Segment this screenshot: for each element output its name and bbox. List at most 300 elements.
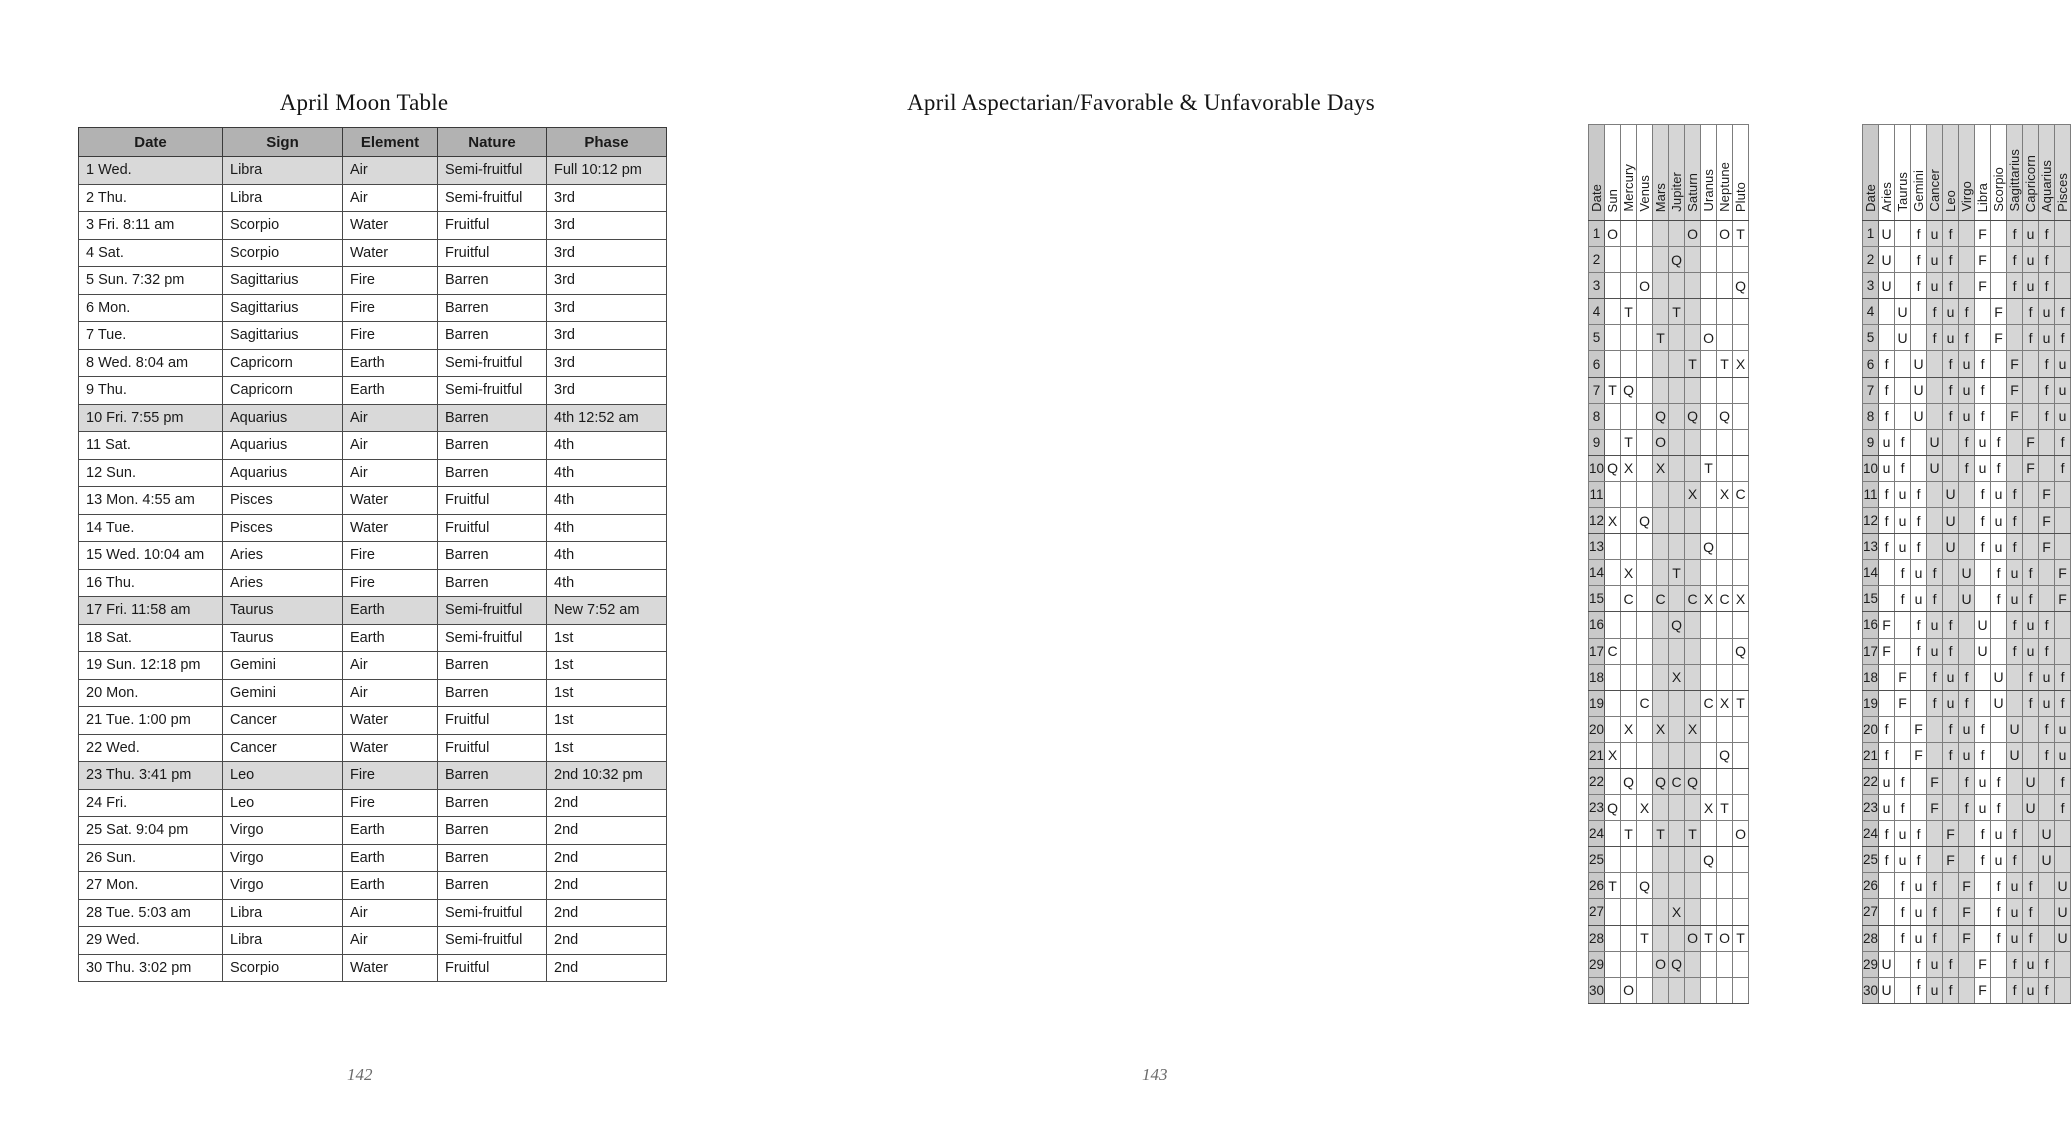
aspectarian-cell: Q xyxy=(1669,951,1685,977)
favorable-days-cell: f xyxy=(2007,612,2023,638)
favorable-days-cell: f xyxy=(2023,873,2039,899)
favorable-days-cell: F xyxy=(1991,325,2007,351)
favorable-days-cell: u xyxy=(2055,716,2071,742)
favorable-days-cell: f xyxy=(1959,690,1975,716)
moon-cell-date: 5 Sun. 7:32 pm xyxy=(79,267,223,295)
moon-cell-phase: 3rd xyxy=(547,294,667,322)
aspectarian-col-header-label: Jupiter xyxy=(1669,172,1685,212)
favorable-days-cell xyxy=(2055,247,2071,273)
aspectarian-cell: Q xyxy=(1733,273,1749,299)
table-row xyxy=(1589,560,1749,586)
favorable-days-row-date: 25 xyxy=(1863,847,1879,873)
favorable-days-cell: U xyxy=(1927,429,1943,455)
aspectarian-cell xyxy=(1733,716,1749,742)
aspectarian-cell: T xyxy=(1685,351,1701,377)
favorable-days-cell xyxy=(1991,977,2007,1003)
moon-cell-phase: 4th xyxy=(547,569,667,597)
moon-cell-nature: Barren xyxy=(438,652,547,680)
aspectarian-cell xyxy=(1605,716,1621,742)
favorable-days-cell: f xyxy=(2039,638,2055,664)
favorable-days-cell: u xyxy=(1927,221,1943,247)
aspectarian-cell xyxy=(1717,247,1733,273)
favorable-days-col-header-label: Cancer xyxy=(1927,169,1943,212)
aspectarian-cell xyxy=(1637,821,1653,847)
favorable-days-cell xyxy=(1975,899,1991,925)
favorable-days-cell: f xyxy=(1943,638,1959,664)
table-row xyxy=(1863,273,2071,299)
aspectarian-cell xyxy=(1669,690,1685,716)
favorable-days-cell xyxy=(1991,638,2007,664)
favorable-days-cell: f xyxy=(1943,377,1959,403)
aspectarian-cell xyxy=(1669,273,1685,299)
aspectarian-cell xyxy=(1701,481,1717,507)
aspectarian-cell xyxy=(1717,899,1733,925)
favorable-days-col-header-pisces xyxy=(2055,125,2071,221)
favorable-days-cell xyxy=(1959,977,1975,1003)
moon-cell-date: 7 Tue. xyxy=(79,322,223,350)
table-row xyxy=(1863,403,2071,429)
favorable-days-cell: f xyxy=(1943,273,1959,299)
favorable-days-cell xyxy=(2039,586,2055,612)
aspectarian-cell xyxy=(1685,664,1701,690)
moon-cell-phase: 4th xyxy=(547,542,667,570)
aspectarian-cell: X xyxy=(1621,716,1637,742)
aspectarian-cell xyxy=(1653,742,1669,768)
favorable-days-row-date: 18 xyxy=(1863,664,1879,690)
aspectarian-cell xyxy=(1621,612,1637,638)
aspectarian-date-header xyxy=(1589,125,1605,221)
favorable-days-cell: f xyxy=(2007,534,2023,560)
favorable-days-cell: u xyxy=(1879,455,1895,481)
favorable-days-row-date: 1 xyxy=(1863,221,1879,247)
favorable-days-cell: F xyxy=(1927,795,1943,821)
favorable-days-cell xyxy=(2055,534,2071,560)
moon-cell-element: Fire xyxy=(343,789,438,817)
aspectarian-cell: Q xyxy=(1653,768,1669,794)
moon-cell-element: Air xyxy=(343,679,438,707)
aspectarian-cell: X xyxy=(1605,742,1621,768)
favorable-days-cell: u xyxy=(1879,429,1895,455)
favorable-days-cell: f xyxy=(1943,951,1959,977)
favorable-days-cell: f xyxy=(2039,951,2055,977)
favorable-days-cell: U xyxy=(1895,325,1911,351)
moon-cell-date: 28 Tue. 5:03 am xyxy=(79,899,223,927)
favorable-days-cell: U xyxy=(1879,951,1895,977)
aspectarian-cell: O xyxy=(1653,429,1669,455)
aspectarian-cell xyxy=(1685,899,1701,925)
favorable-days-cell: u xyxy=(1959,377,1975,403)
moon-cell-phase: 1st xyxy=(547,679,667,707)
aspectarian-cell xyxy=(1653,534,1669,560)
moon-cell-element: Air xyxy=(343,899,438,927)
favorable-days-cell: f xyxy=(1895,560,1911,586)
aspectarian-cell xyxy=(1685,560,1701,586)
table-row xyxy=(1863,690,2071,716)
aspectarian-cell xyxy=(1653,273,1669,299)
aspectarian-row-date: 1 xyxy=(1589,221,1605,247)
moon-cell-date: 6 Mon. xyxy=(79,294,223,322)
favorable-days-cell: f xyxy=(1991,586,2007,612)
aspectarian-row-date: 18 xyxy=(1589,664,1605,690)
favorable-days-cell xyxy=(2007,299,2023,325)
favorable-days-cell: u xyxy=(2039,664,2055,690)
favorable-days-cell xyxy=(1911,299,1927,325)
aspectarian-cell: X xyxy=(1653,455,1669,481)
moon-cell-sign: Gemini xyxy=(223,679,343,707)
favorable-days-cell xyxy=(2007,768,2023,794)
aspectarian-row-date: 25 xyxy=(1589,847,1605,873)
favorable-days-col-header-label: Virgo xyxy=(1959,181,1975,212)
aspectarian-row-date: 28 xyxy=(1589,925,1605,951)
favorable-days-cell xyxy=(1991,377,2007,403)
aspectarian-cell: C xyxy=(1717,586,1733,612)
favorable-days-cell xyxy=(1927,742,1943,768)
moon-cell-sign: Scorpio xyxy=(223,954,343,982)
moon-cell-sign: Cancer xyxy=(223,707,343,735)
favorable-days-cell: U xyxy=(2039,821,2055,847)
favorable-days-cell xyxy=(1895,612,1911,638)
aspectarian-body xyxy=(1589,221,1749,1004)
favorable-days-cell xyxy=(1959,247,1975,273)
aspectarian-cell xyxy=(1685,299,1701,325)
aspectarian-cell: Q xyxy=(1621,377,1637,403)
moon-cell-phase: 2nd xyxy=(547,899,667,927)
moon-cell-sign: Scorpio xyxy=(223,212,343,240)
aspectarian-cell: Q xyxy=(1637,873,1653,899)
aspectarian-cell xyxy=(1717,560,1733,586)
favorable-days-cell: f xyxy=(1927,299,1943,325)
aspectarian-cell xyxy=(1717,951,1733,977)
favorable-days-cell: u xyxy=(1959,351,1975,377)
aspectarian-row-date: 19 xyxy=(1589,690,1605,716)
moon-cell-phase: 3rd xyxy=(547,239,667,267)
aspectarian-col-header-saturn xyxy=(1685,125,1701,221)
aspectarian-cell: X xyxy=(1733,351,1749,377)
favorable-days-row-date: 5 xyxy=(1863,325,1879,351)
favorable-days-cell: U xyxy=(1879,273,1895,299)
table-row xyxy=(1863,508,2071,534)
aspectarian-cell xyxy=(1701,873,1717,899)
table-row xyxy=(1863,977,2071,1003)
favorable-days-cell xyxy=(2055,612,2071,638)
favorable-days-cell: f xyxy=(1959,795,1975,821)
favorable-days-cell: u xyxy=(1959,403,1975,429)
aspectarian-cell xyxy=(1669,377,1685,403)
aspectarian-cell xyxy=(1605,768,1621,794)
favorable-days-cell: f xyxy=(1991,560,2007,586)
favorable-days-cell: f xyxy=(1879,403,1895,429)
favorable-days-cell: u xyxy=(1927,612,1943,638)
right-page xyxy=(750,0,2071,1143)
aspectarian-cell: O xyxy=(1685,925,1701,951)
moon-cell-element: Earth xyxy=(343,844,438,872)
moon-cell-phase: Full 10:12 pm xyxy=(547,157,667,185)
favorable-days-cell: u xyxy=(1943,664,1959,690)
moon-cell-sign: Pisces xyxy=(223,487,343,515)
favorable-days-cell: u xyxy=(2039,690,2055,716)
aspectarian-cell xyxy=(1621,951,1637,977)
aspectarian-cell: T xyxy=(1701,925,1717,951)
moon-cell-sign: Sagittarius xyxy=(223,322,343,350)
favorable-days-row-date: 17 xyxy=(1863,638,1879,664)
favorable-days-cell: u xyxy=(2007,925,2023,951)
moon-cell-element: Fire xyxy=(343,267,438,295)
aspectarian-cell: Q xyxy=(1733,638,1749,664)
table-row xyxy=(1589,586,1749,612)
favorable-days-cell xyxy=(2007,795,2023,821)
favorable-days-cell: F xyxy=(1975,247,1991,273)
table-row xyxy=(1863,873,2071,899)
table-row xyxy=(79,817,667,845)
favorable-days-cell: f xyxy=(2023,325,2039,351)
moon-table xyxy=(78,127,667,982)
table-row xyxy=(1589,873,1749,899)
favorable-days-cell xyxy=(2023,821,2039,847)
moon-cell-sign: Aquarius xyxy=(223,432,343,460)
aspectarian-cell: O xyxy=(1653,951,1669,977)
moon-cell-element: Water xyxy=(343,239,438,267)
table-row xyxy=(1589,429,1749,455)
table-row xyxy=(79,899,667,927)
table-row xyxy=(79,212,667,240)
favorable-days-cell xyxy=(1959,951,1975,977)
moon-cell-phase: 1st xyxy=(547,734,667,762)
favorable-days-cell: u xyxy=(1911,560,1927,586)
favorable-days-cell xyxy=(1927,481,1943,507)
favorable-days-cell: u xyxy=(1943,299,1959,325)
aspectarian-cell xyxy=(1621,481,1637,507)
aspectarian-cell xyxy=(1701,821,1717,847)
aspectarian-cell xyxy=(1653,612,1669,638)
favorable-days-cell: f xyxy=(1927,873,1943,899)
aspectarian-cell: T xyxy=(1637,925,1653,951)
favorable-days-cell: f xyxy=(2055,768,2071,794)
table-row xyxy=(1589,377,1749,403)
favorable-days-cell: f xyxy=(1975,716,1991,742)
table-row xyxy=(79,459,667,487)
favorable-days-cell: u xyxy=(1959,742,1975,768)
aspectarian-cell xyxy=(1701,977,1717,1003)
favorable-days-cell xyxy=(2039,429,2055,455)
moon-cell-sign: Virgo xyxy=(223,872,343,900)
aspectarian-cell xyxy=(1685,455,1701,481)
favorable-days-cell: u xyxy=(1975,768,1991,794)
favorable-days-cell: f xyxy=(1927,325,1943,351)
favorable-days-cell: f xyxy=(1959,664,1975,690)
moon-cell-element: Water xyxy=(343,734,438,762)
favorable-days-col-header-capricorn xyxy=(2023,125,2039,221)
favorable-days-row-date: 12 xyxy=(1863,508,1879,534)
favorable-days-cell: f xyxy=(1943,977,1959,1003)
table-row xyxy=(1589,690,1749,716)
favorable-days-cell: f xyxy=(2055,429,2071,455)
moon-cell-date: 25 Sat. 9:04 pm xyxy=(79,817,223,845)
aspectarian-cell xyxy=(1653,925,1669,951)
moon-cell-sign: Leo xyxy=(223,789,343,817)
favorable-days-cell: f xyxy=(2039,273,2055,299)
favorable-days-col-header-sagittarius xyxy=(2007,125,2023,221)
favorable-days-cell: f xyxy=(1911,847,1927,873)
aspectarian-date-header-label: Date xyxy=(1589,184,1605,212)
moon-cell-element: Air xyxy=(343,432,438,460)
table-row xyxy=(1863,299,2071,325)
moon-cell-date: 14 Tue. xyxy=(79,514,223,542)
aspectarian-cell xyxy=(1717,716,1733,742)
favorable-days-cell: F xyxy=(1959,925,1975,951)
favorable-days-cell: f xyxy=(1911,534,1927,560)
aspectarian-cell xyxy=(1605,847,1621,873)
favorable-days-cell xyxy=(1927,351,1943,377)
favorable-days-cell xyxy=(1911,690,1927,716)
table-row xyxy=(1589,951,1749,977)
favorable-days-cell: F xyxy=(1911,716,1927,742)
aspectarian-cell: X xyxy=(1717,481,1733,507)
favorable-days-cell: f xyxy=(1975,377,1991,403)
left-page xyxy=(0,0,750,1143)
aspectarian-cell xyxy=(1685,795,1701,821)
table-row xyxy=(1863,534,2071,560)
moon-cell-nature: Semi-fruitful xyxy=(438,157,547,185)
aspectarian-cell xyxy=(1653,873,1669,899)
aspectarian-cell xyxy=(1701,716,1717,742)
aspectarian-cell xyxy=(1717,299,1733,325)
favorable-days-cell: f xyxy=(2007,951,2023,977)
favorable-days-cell: u xyxy=(1895,847,1911,873)
favorable-days-cell xyxy=(1879,690,1895,716)
favorable-days-row-date: 27 xyxy=(1863,899,1879,925)
favorable-days-row-date: 13 xyxy=(1863,534,1879,560)
moon-cell-phase: 1st xyxy=(547,624,667,652)
favorable-days-cell: f xyxy=(1911,221,1927,247)
aspectarian-cell xyxy=(1701,768,1717,794)
favorable-days-cell xyxy=(1991,403,2007,429)
favorable-days-row-date: 22 xyxy=(1863,768,1879,794)
favorable-days-cell xyxy=(1975,586,1991,612)
favorable-days-cell xyxy=(1975,325,1991,351)
favorable-days-cell xyxy=(1895,403,1911,429)
aspectarian-col-header-label: Neptune xyxy=(1717,162,1733,212)
favorable-days-cell xyxy=(1943,925,1959,951)
aspectarian-cell: O xyxy=(1605,221,1621,247)
table-row xyxy=(79,404,667,432)
aspectarian-cell: T xyxy=(1733,690,1749,716)
aspectarian-row-date: 7 xyxy=(1589,377,1605,403)
favorable-days-cell: f xyxy=(1943,716,1959,742)
moon-cell-date: 3 Fri. 8:11 am xyxy=(79,212,223,240)
favorable-days-cell: u xyxy=(2007,899,2023,925)
moon-cell-date: 9 Thu. xyxy=(79,377,223,405)
aspectarian-cell: C xyxy=(1685,586,1701,612)
favorable-days-cell: F xyxy=(1959,873,1975,899)
aspectarian-cell xyxy=(1701,377,1717,403)
aspectarian-cell: C xyxy=(1621,586,1637,612)
favorable-days-cell: F xyxy=(2055,560,2071,586)
favorable-days-cell: f xyxy=(2039,247,2055,273)
aspectarian-cell: T xyxy=(1669,299,1685,325)
aspectarian-cell xyxy=(1605,534,1621,560)
aspectarian-row-date: 27 xyxy=(1589,899,1605,925)
aspectarian-cell xyxy=(1733,429,1749,455)
favorable-days-col-header-libra xyxy=(1975,125,1991,221)
aspectarian-cell xyxy=(1669,586,1685,612)
favorable-days-cell: u xyxy=(2007,586,2023,612)
favorable-days-col-header-label: Pisces xyxy=(2055,173,2071,212)
table-row xyxy=(1589,664,1749,690)
favorable-days-cell: f xyxy=(1879,377,1895,403)
favorable-days-cell: f xyxy=(1975,742,1991,768)
favorable-days-cell xyxy=(1959,821,1975,847)
aspectarian-row-date: 12 xyxy=(1589,508,1605,534)
aspectarian-cell xyxy=(1653,795,1669,821)
moon-col-header-sign: Sign xyxy=(223,128,343,157)
aspectarian-cell: T xyxy=(1717,351,1733,377)
moon-cell-nature: Fruitful xyxy=(438,734,547,762)
aspectarian-cell xyxy=(1653,847,1669,873)
aspectarian-cell: Q xyxy=(1605,795,1621,821)
favorable-days-cell: U xyxy=(1879,977,1895,1003)
favorable-days-cell xyxy=(1927,534,1943,560)
aspectarian-cell xyxy=(1685,977,1701,1003)
favorable-days-cell xyxy=(2039,795,2055,821)
favorable-days-cell: u xyxy=(2023,273,2039,299)
favorable-days-cell: f xyxy=(1975,847,1991,873)
table-row xyxy=(79,487,667,515)
moon-col-header-phase: Phase xyxy=(547,128,667,157)
favorable-days-cell: F xyxy=(2039,534,2055,560)
favorable-days-cell: f xyxy=(1959,768,1975,794)
favorable-days-cell: f xyxy=(2023,299,2039,325)
favorable-days-cell xyxy=(1991,273,2007,299)
aspectarian-cell xyxy=(1605,403,1621,429)
aspectarian-cell xyxy=(1621,742,1637,768)
moon-cell-nature: Fruitful xyxy=(438,239,547,267)
aspectarian-cell xyxy=(1733,299,1749,325)
aspectarian-cell xyxy=(1669,873,1685,899)
moon-cell-element: Air xyxy=(343,404,438,432)
aspectarian-cell xyxy=(1621,873,1637,899)
moon-cell-nature: Barren xyxy=(438,569,547,597)
favorable-days-cell: f xyxy=(2023,899,2039,925)
aspectarian-cell xyxy=(1669,847,1685,873)
moon-cell-date: 24 Fri. xyxy=(79,789,223,817)
table-row xyxy=(1589,273,1749,299)
aspectarian-cell xyxy=(1605,586,1621,612)
moon-col-header-date: Date xyxy=(79,128,223,157)
aspectarian-row-date: 20 xyxy=(1589,716,1605,742)
favorable-days-cell xyxy=(1975,925,1991,951)
moon-cell-element: Water xyxy=(343,212,438,240)
aspectarian-cell xyxy=(1733,664,1749,690)
favorable-days-cell: f xyxy=(2007,481,2023,507)
favorable-days-cell: u xyxy=(1895,534,1911,560)
aspectarian-row-date: 10 xyxy=(1589,455,1605,481)
aspectarian-cell xyxy=(1685,847,1701,873)
page-number-left: 142 xyxy=(347,1065,373,1084)
aspectarian-cell xyxy=(1685,273,1701,299)
favorable-days-cell xyxy=(2039,899,2055,925)
favorable-days-cell: u xyxy=(2023,221,2039,247)
aspectarian-cell xyxy=(1717,325,1733,351)
favorable-days-row-date: 4 xyxy=(1863,299,1879,325)
aspectarian-row-date: 17 xyxy=(1589,638,1605,664)
aspectarian-cell xyxy=(1621,247,1637,273)
favorable-days-cell xyxy=(2039,768,2055,794)
moon-cell-element: Water xyxy=(343,707,438,735)
favorable-days-cell: f xyxy=(1911,638,1927,664)
aspectarian-row-date: 29 xyxy=(1589,951,1605,977)
favorable-days-cell xyxy=(1975,873,1991,899)
aspectarian-cell xyxy=(1621,925,1637,951)
